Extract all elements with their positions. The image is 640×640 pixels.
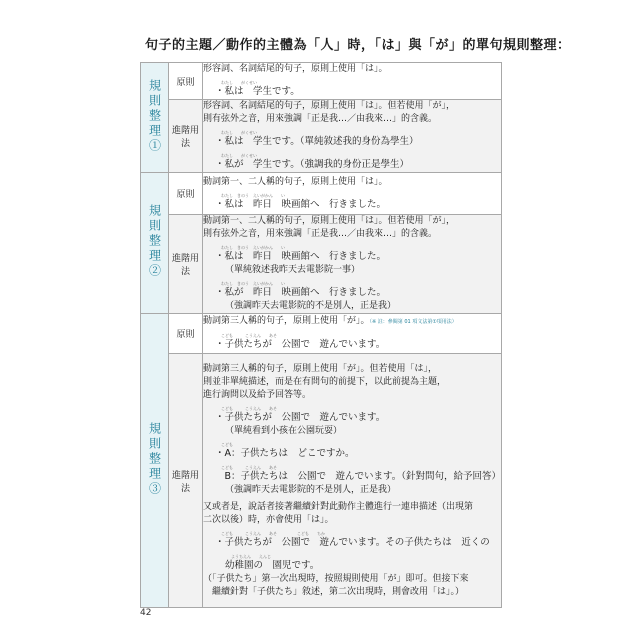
furigana: わたし がくせい — [220, 80, 257, 85]
rule-text-line — [203, 63, 501, 76]
rule-text-line — [203, 376, 501, 389]
rule-label: 規則整理③ — [147, 421, 162, 497]
example-explanation: （單純看到小孩在公園玩耍） — [224, 425, 342, 436]
example-text: ・A：子供たちは どこですか。 — [214, 447, 355, 459]
rule-1-basic-row — [141, 63, 502, 100]
rule-text: 動詞第三人稱的句子，原則上使用「が」。 — [202, 316, 370, 326]
rule-label-cell — [141, 314, 169, 608]
rule-text: 二次以後）時，亦會使用「は」。 — [202, 514, 334, 525]
example-text: ・子供たちが 公園で 遊んでいます。 — [214, 339, 386, 350]
rule-text: 則有弦外之音，用來強調「正是我…／由我來…」的含義。 — [202, 229, 437, 239]
rule-body — [202, 63, 501, 100]
example-explanation: （單純敘述我昨天去電影院一事） — [224, 265, 360, 275]
rule-2-advanced-row — [141, 215, 502, 314]
furigana: こども こうえん あそ — [220, 464, 277, 470]
rule-label-cell — [141, 173, 169, 314]
rule-text: 又或者是，說話者接著繼續針對此動作主體進行一連串描述（出現第 — [202, 501, 473, 512]
furigana: こども こうえん あそ こども ちか — [220, 530, 325, 536]
reference-note: （※ 註：參閱第 01 項文法第①項用法） — [369, 319, 457, 325]
rule-text: 動詞第一、二人稱的句子，原則上使用「は」。 — [202, 176, 388, 187]
rule-text-line — [203, 228, 501, 241]
example-sentence — [203, 333, 501, 352]
example-explanation: （強調昨天去電影院的不是別人，正是我） — [224, 484, 396, 495]
rule-3-advanced-row — [141, 354, 502, 608]
example-text: ・子供たちが 公園で 遊んでいます。 — [214, 411, 386, 423]
rule-text-line — [203, 586, 501, 599]
rule-body — [202, 215, 501, 314]
example-text: ・私は 学生です。 — [214, 86, 300, 97]
example-sentence — [203, 153, 501, 172]
rule-text-line — [203, 389, 501, 402]
furigana: ようちえん えんじ — [230, 553, 271, 559]
example-text: ・子供たちが 公園で 遊んでいます。その子供たちは 近くの — [214, 536, 490, 548]
rule-body — [202, 314, 501, 354]
rule-type-advanced: 進階用法 — [168, 354, 202, 608]
rule-text-line — [203, 363, 501, 376]
rule-body — [202, 354, 501, 608]
rule-text: 動詞第一、二人稱的句子，原則上使用「は」。但若使用「が」， — [202, 216, 455, 226]
rule-type-advanced: 進階用法 — [168, 215, 202, 314]
furigana: こども — [220, 441, 233, 447]
rule-text-line — [203, 315, 501, 329]
example-text: ・私は 学生です。（單純敘述我的身份為學生） — [214, 136, 419, 147]
example-text: ・私は 昨日 映画館へ 行きました。 — [214, 198, 386, 210]
rules-table — [140, 62, 502, 608]
example-sentence — [203, 80, 501, 99]
example-sentence — [203, 442, 501, 461]
furigana: わたし がくせい — [220, 153, 257, 158]
example-text: ・私は 昨日 映画館へ 行きました。 — [214, 251, 386, 262]
rule-body — [202, 100, 501, 173]
rule-text: （「子供たち」第一次出現時，按照規則使用「が」即可。但接下來 — [202, 573, 469, 584]
page-heading: 句子的主題／動作的主體為「人」時，「は」與「が」的單句規則整理： — [145, 38, 571, 53]
rule-label-cell — [141, 63, 169, 173]
example-text: B：子供たちは 公園で 遊んでいます。（針對問句，給予回答） — [214, 470, 501, 482]
furigana: わたし きのう えいがかん い — [220, 245, 285, 250]
example-sentence — [203, 193, 501, 212]
rule-text-line — [203, 176, 501, 189]
example-text: ・私が 昨日 映画館へ 行きました。 — [214, 287, 386, 298]
rule-text: 則並非單純描述，而是在有問句的前提下，以此前提為主題， — [202, 376, 446, 387]
example-sentence — [203, 130, 501, 149]
rule-text: 則有弦外之音，用來強調「正是我…／由我來…」的含義。 — [202, 114, 437, 124]
example-text: ・私が 学生です。（強調我的身份正是學生） — [214, 159, 409, 170]
rule-body — [202, 173, 501, 215]
rule-2-basic-row — [141, 173, 502, 215]
example-sentence — [203, 554, 501, 573]
rule-type-principle: 原則 — [168, 173, 202, 215]
rule-text: 繼續針對「子供たち」敘述，第二次出現時，則會改用「は」。） — [202, 586, 464, 597]
rule-text-line — [203, 501, 501, 514]
rule-label: 規則整理② — [147, 204, 162, 279]
rule-text-line — [203, 514, 501, 527]
example-sentence — [203, 281, 501, 300]
furigana: こども こうえん あそ — [220, 333, 277, 338]
page-number: 42 — [140, 608, 152, 618]
furigana: わたし がくせい — [220, 130, 257, 135]
rule-3-basic-row — [141, 314, 502, 354]
example-sentence — [203, 465, 501, 484]
example-text: 幼稚園の 園児です。 — [224, 559, 320, 571]
rule-text: 進行詢問以及給予回答等。 — [202, 389, 311, 400]
example-explanation: （強調昨天去電影院的不是別人，正是我） — [224, 301, 396, 311]
rule-type-advanced: 進階用法 — [168, 100, 202, 173]
furigana: こども こうえん あそ — [220, 405, 277, 411]
example-sentence — [203, 531, 501, 550]
rule-text-line — [203, 573, 501, 586]
furigana: わたし きのう えいがかん い — [220, 281, 285, 286]
furigana: わたし きのう えいがかん い — [220, 192, 285, 198]
rule-text: 形容詞、名詞結尾的句子，原則上使用「は」。 — [202, 64, 388, 74]
rule-text-line — [203, 100, 501, 113]
rule-type-principle: 原則 — [168, 63, 202, 100]
example-sentence — [203, 406, 501, 425]
rule-type-principle: 原則 — [168, 314, 202, 354]
rule-text-line — [203, 113, 501, 126]
example-sentence — [203, 245, 501, 264]
rule-1-advanced-row — [141, 100, 502, 173]
rule-text-line — [203, 215, 501, 228]
rule-label: 規則整理① — [147, 78, 162, 154]
rule-text: 動詞第三人稱的句子，原則上使用「が」。但若使用「は」， — [202, 363, 437, 374]
rule-text: 形容詞、名詞結尾的句子，原則上使用「は」。但若使用「が」， — [202, 101, 455, 111]
